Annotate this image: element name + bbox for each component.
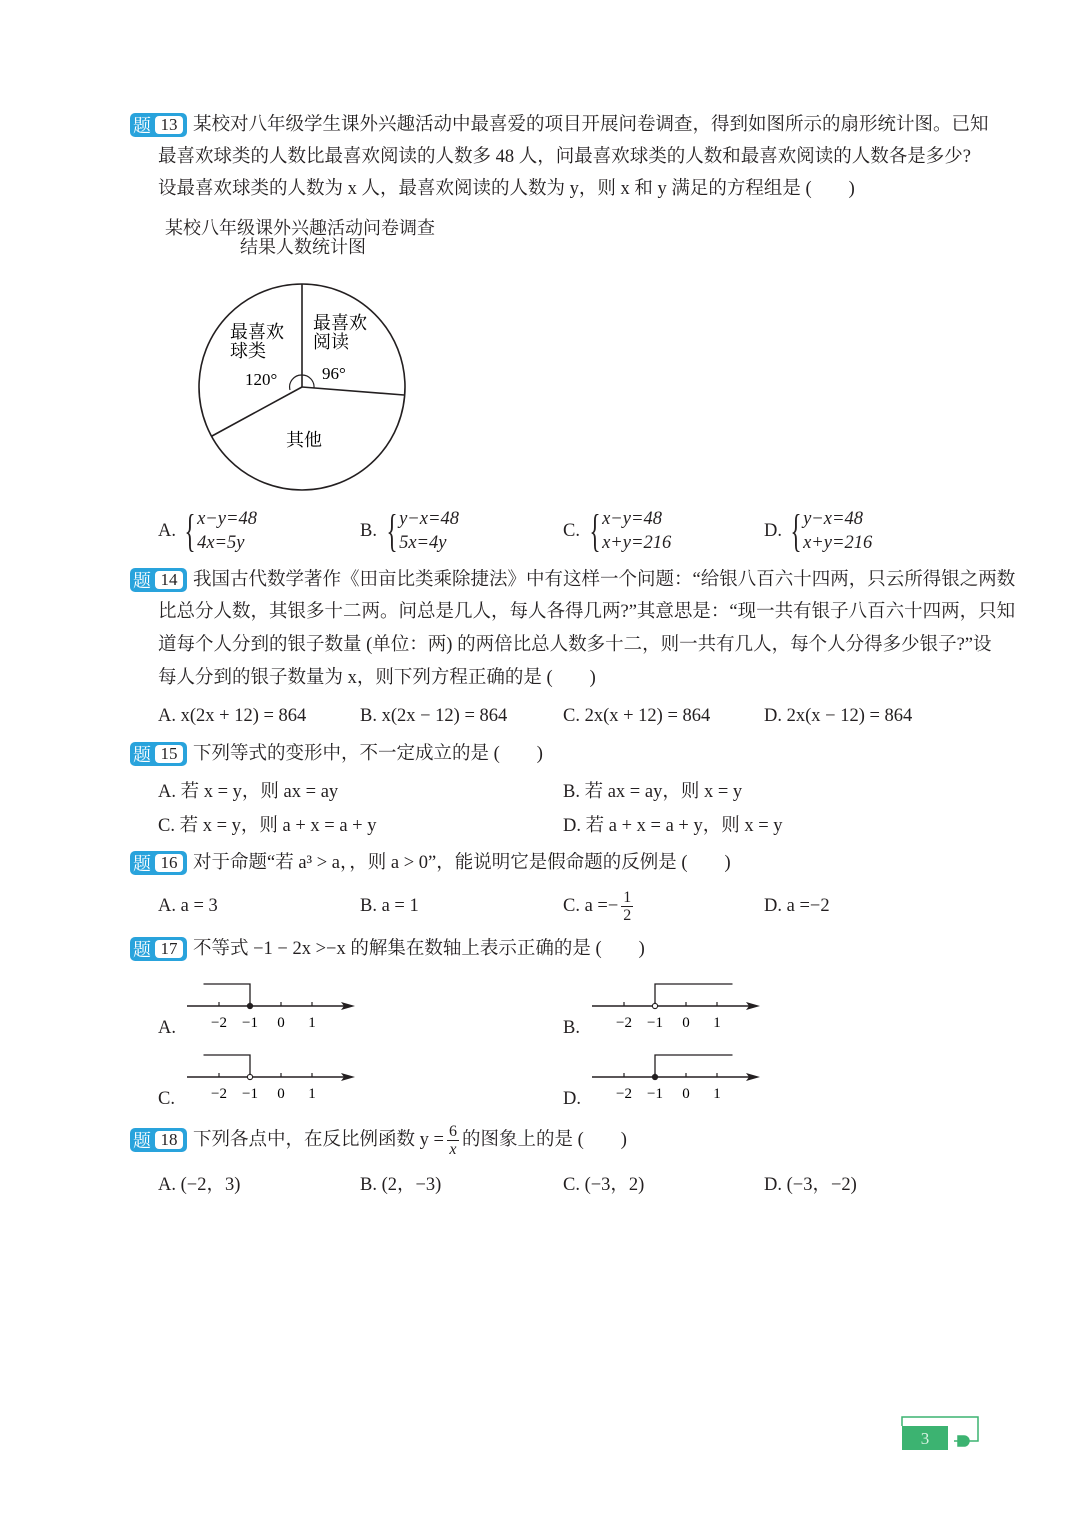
q14-option-a[interactable]: A. x(2x + 12) = 864 [158,706,307,726]
q14-line-3: 道每个人分到的银子数量 (单位：两) 的两倍比总人数多十二，则一共有几人，每个人分得多少银子?”设 [158,635,992,655]
question-number: 16 [155,854,183,872]
q14-line-4: 每人分到的银子数量为 x，则下列方程正确的是 ( ) [158,668,596,688]
eq-2: x+y=216 [602,533,672,553]
q13-option-b[interactable] [383,507,459,555]
question-badge-15 [130,742,187,766]
tick-label: 1 [713,1015,721,1031]
slice-angle-read: 96° [322,364,346,383]
q13-option-c-key: C. [563,521,580,541]
slice-label-ball-2: 球类 [230,341,266,361]
tick-label: −2 [616,1015,632,1031]
plug-icon [954,1436,969,1446]
q15-option-c[interactable]: C. 若 x = y，则 a + x = a + y [158,816,377,836]
denominator: 2 [623,907,632,925]
eq-1: x−y=48 [197,509,257,529]
q14-option-d[interactable]: D. 2x(x − 12) = 864 [764,706,913,726]
page-number-tab [898,1414,984,1452]
question-badge-18 [130,1128,187,1152]
option-c-text: C. a =− [563,896,619,916]
number-line-b[interactable] [588,982,798,1032]
badge-label: 题 [133,571,151,591]
closed-point [247,1003,252,1008]
brace-icon: { [790,505,802,556]
tick-label: −2 [211,1015,227,1031]
q15-line: 下列等式的变形中，不一定成立的是 ( ) [193,744,543,764]
closed-point [652,1074,657,1079]
q14-option-b[interactable]: B. x(2x − 12) = 864 [360,706,508,726]
q16-option-b[interactable]: B. a = 1 [360,896,419,916]
denominator: x [449,1141,457,1159]
q15-option-b[interactable]: B. 若 ax = ay，则 x = y [563,782,743,802]
badge-label: 题 [133,745,151,765]
q13-line-2: 最喜欢球类的人数比最喜欢阅读的人数多 48 人，问最喜欢球类的人数和最喜欢阅读的人数各是多少? [158,147,971,167]
eq-2: 5x=4y [399,533,447,553]
question-number: 17 [155,940,183,958]
tick-label: −2 [211,1086,227,1102]
number-line-a[interactable] [183,982,393,1032]
q18-option-c[interactable]: C. (−3，2) [563,1175,645,1195]
badge-label: 题 [133,854,151,874]
slice-label-ball-1: 最喜欢 [230,322,284,342]
numerator: 6 [448,1123,457,1141]
slice-label-read-1: 最喜欢 [313,313,367,333]
q14-line-1: 我国古代数学著作《田亩比类乘除捷法》中有这样一个问题：“给银八百六十四两，只云所得银之两数 [193,570,1016,590]
eq-2: x+y=216 [803,533,873,553]
q18-text-pre: 下列各点中，在反比例函数 y = [193,1130,444,1150]
q13-option-b-key: B. [360,521,377,541]
solution-bracket [655,1055,733,1077]
q18-option-b[interactable]: B. (2，−3) [360,1175,442,1195]
solution-bracket [655,984,733,1006]
tick-label: 0 [277,1086,285,1102]
question-badge-16 [130,851,187,875]
pie-divider-2 [302,387,404,395]
q13-line-1: 某校对八年级学生课外兴趣活动中最喜爱的项目开展问卷调查，得到如图所示的扇形统计图。已知 [193,115,989,135]
pie-chart [190,276,420,496]
slice-label-other: 其他 [286,430,322,450]
q14-line-2: 比总分人数，其银多十二两。问总是几人，每人各得几两?”其意思是：“现一共有银子八百六十四两，只知 [158,602,1016,622]
number-line-d[interactable] [588,1053,798,1103]
q17-option-c-key[interactable]: C. [158,1089,175,1109]
q17-option-b-key[interactable]: B. [563,1018,580,1038]
q13-option-c[interactable] [586,507,671,555]
q18-line [193,1122,627,1158]
brace-icon: { [184,505,196,556]
tick-label: −1 [647,1015,663,1031]
fraction [447,1123,459,1158]
badge-label: 题 [133,116,151,136]
eq-1: y−x=48 [803,509,863,529]
chart-title-1: 某校八年级课外兴趣活动问卷调查 [165,218,435,238]
q18-option-a[interactable]: A. (−2，3) [158,1175,241,1195]
tick-label: 1 [308,1015,316,1031]
q13-option-d[interactable] [787,507,872,555]
question-badge-14 [130,568,187,592]
eq-2: 4x=5y [197,533,245,553]
q15-option-a[interactable]: A. 若 x = y，则 ax = ay [158,782,339,802]
q18-text-post: 的图象上的是 ( ) [461,1130,627,1150]
q17-line: 不等式 −1 − 2x >−x 的解集在数轴上表示正确的是 ( ) [193,939,645,959]
fraction [621,889,633,924]
tick-label: 1 [713,1086,721,1102]
q15-option-d[interactable]: D. 若 a + x = a + y，则 x = y [563,816,783,836]
tick-label: 1 [308,1086,316,1102]
q14-option-c[interactable]: C. 2x(x + 12) = 864 [563,706,711,726]
solution-bracket [204,1055,251,1077]
q16-line: 对于命题“若 a³ > a，，则 a > 0”，能说明它是假命题的反例是 ( ) [193,853,731,873]
q13-option-a[interactable] [181,507,257,555]
tick-label: 0 [277,1015,285,1031]
tick-label: −1 [647,1086,663,1102]
open-point [652,1003,657,1008]
q13-line-3: 设最喜欢球类的人数为 x 人，最喜欢阅读的人数为 y，则 x 和 y 满足的方程组是 ( ) [158,179,855,199]
brace-icon: { [386,505,398,556]
question-number: 15 [155,745,183,763]
q16-option-d[interactable]: D. a =−2 [764,896,830,916]
q18-option-d[interactable]: D. (−3，−2) [764,1175,857,1195]
tick-label: −2 [616,1086,632,1102]
open-point [247,1074,252,1079]
question-number: 13 [155,116,183,134]
q17-option-a-key[interactable]: A. [158,1018,176,1038]
page-number: 3 [920,1429,930,1448]
chart-title-2: 结果人数统计图 [240,237,366,257]
q13-option-d-key: D. [764,521,782,541]
eq-1: y−x=48 [399,509,459,529]
q16-option-c[interactable] [563,888,636,924]
question-badge-13 [130,113,187,137]
q17-option-d-key[interactable]: D. [563,1089,581,1109]
badge-label: 题 [133,940,151,960]
slice-angle-ball: 120° [245,370,278,389]
angle-arc-read [302,375,314,388]
numerator: 1 [623,889,632,907]
tick-label: 0 [682,1086,690,1102]
q13-option-a-key: A. [158,521,176,541]
pie-divider-3 [212,387,302,436]
slice-label-read-2: 阅读 [313,332,349,352]
tick-label: −1 [242,1086,258,1102]
tick-label: 0 [682,1015,690,1031]
solution-bracket [204,984,251,1006]
question-number: 14 [155,571,183,589]
tick-label: −1 [242,1015,258,1031]
brace-icon: { [589,505,601,556]
badge-label: 题 [133,1131,151,1151]
number-line-c[interactable] [183,1053,393,1103]
question-badge-17 [130,937,187,961]
eq-1: x−y=48 [602,509,662,529]
q16-option-a[interactable]: A. a = 3 [158,896,218,916]
question-number: 18 [155,1131,183,1149]
